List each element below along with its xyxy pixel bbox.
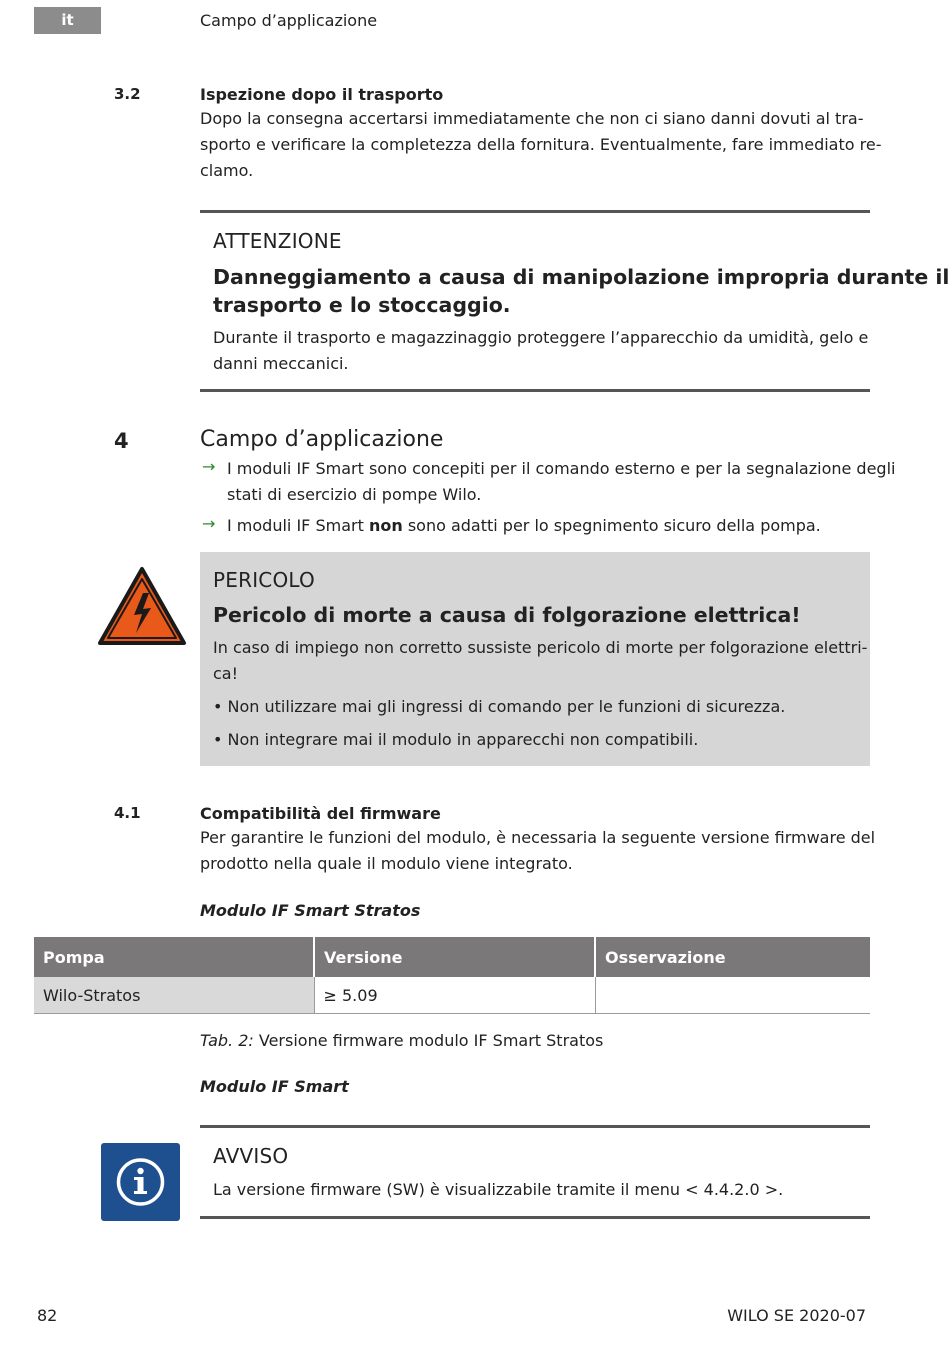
caption-label: Tab. 2:	[200, 1031, 254, 1050]
table-cell: Wilo-Stratos	[34, 977, 314, 1014]
bullet-text: I moduli IF Smart	[227, 516, 369, 535]
electric-hazard-icon	[96, 565, 188, 647]
table-caption	[200, 1031, 603, 1050]
table-row	[34, 977, 870, 1014]
subheading: Modulo IF Smart	[200, 1077, 349, 1096]
bullet-item	[227, 513, 821, 539]
section-number: 4.1	[114, 804, 141, 822]
footer-company: WILO SE 2020-07	[727, 1306, 866, 1325]
caption-text: Versione firmware modulo IF Smart Stratos	[253, 1031, 604, 1050]
section-body	[200, 825, 875, 877]
text-line: Per garantire le funzioni del modulo, è necessaria la seguente versione firmware del	[200, 828, 876, 847]
info-icon	[101, 1143, 180, 1221]
section-number: 3.2	[114, 85, 141, 103]
text-line: clamo.	[200, 161, 254, 180]
section-title: Ispezione dopo il trasporto	[200, 85, 444, 104]
danger-text	[213, 635, 867, 687]
page-number: 82	[37, 1306, 58, 1325]
text-line: trasporto e lo stoccaggio.	[213, 293, 511, 317]
danger-title: Pericolo di morte a causa di folgorazione elettrica!	[213, 603, 801, 627]
text-line: danni meccanici.	[213, 354, 349, 373]
chapter-number: 4	[114, 429, 129, 453]
danger-heading: PERICOLO	[213, 568, 315, 592]
section-title: Compatibilità del firmware	[200, 804, 441, 823]
bullet-item	[227, 456, 895, 508]
firmware-table	[34, 937, 870, 1014]
table-header-cell: Versione	[314, 937, 595, 977]
table-cell	[595, 977, 870, 1014]
chapter-title: Campo d’applicazione	[200, 427, 444, 452]
arrow-bullet-icon: →	[202, 514, 216, 533]
caution-heading: ATTENZIONE	[213, 229, 342, 253]
text-line: sporto e verificare la completezza della fornitura. Eventualmente, fare immediato re-	[200, 135, 882, 154]
text-line: In caso di impiego non corretto sussiste pericolo di morte per folgorazione elettri-	[213, 638, 868, 657]
bullet-text: sono adatti per lo spegnimento sicuro della pompa.	[402, 516, 821, 535]
table-header-cell: Osservazione	[595, 937, 870, 977]
notice-heading: AVVISO	[213, 1144, 289, 1168]
notice-text: La versione firmware (SW) è visualizzabile tramite il menu < 4.4.2.0 >.	[213, 1180, 784, 1199]
language-tab: it	[34, 7, 101, 34]
table-header-row	[34, 937, 870, 977]
caution-text	[213, 325, 868, 377]
danger-list-item: • Non integrare mai il modulo in apparecchi non compatibili.	[213, 730, 699, 749]
text-line: Danneggiamento a causa di manipolazione impropria durante il	[213, 265, 950, 289]
caution-title	[213, 263, 949, 319]
caution-top-rule	[200, 210, 870, 213]
danger-list-item: • Non utilizzare mai gli ingressi di comando per le funzioni di sicurezza.	[213, 697, 786, 716]
text-line: Dopo la consegna accertarsi immediatamente che non ci siano danni dovuti al tra-	[200, 109, 864, 128]
text-line: I moduli IF Smart sono concepiti per il comando esterno e per la segnalazione degli	[227, 459, 896, 478]
notice-top-rule	[200, 1125, 870, 1128]
table-header-cell: Pompa	[34, 937, 314, 977]
text-line: Durante il trasporto e magazzinaggio proteggere l’apparecchio da umidità, gelo e	[213, 328, 869, 347]
section-body	[200, 106, 881, 184]
notice-bottom-rule	[200, 1216, 870, 1219]
text-line: ca!	[213, 664, 239, 683]
running-header-title: Campo d’applicazione	[200, 11, 378, 30]
bullet-emphasis: non	[368, 516, 403, 535]
arrow-bullet-icon: →	[202, 457, 216, 476]
text-line: prodotto nella quale il modulo viene integrato.	[200, 854, 573, 873]
caution-bottom-rule	[200, 389, 870, 392]
table-cell: ≥ 5.09	[314, 977, 595, 1014]
text-line: stati di esercizio di pompe Wilo.	[227, 485, 482, 504]
table-subheading: Modulo IF Smart Stratos	[200, 901, 421, 920]
